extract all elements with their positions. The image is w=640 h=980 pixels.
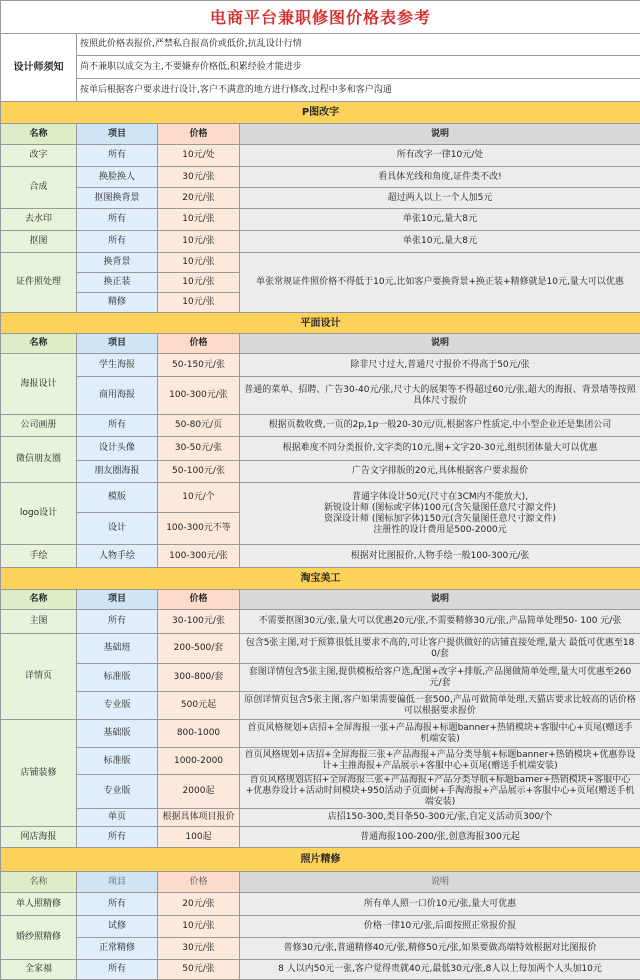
header-price: 价格 bbox=[158, 334, 240, 354]
table-row bbox=[1, 167, 640, 188]
row-desc: 首页风格规划+店招+全屏海报三张+产品海报+产品分类导航+标题banner+热销模块+优惠券设计+主推海报+产品展示+客服中心+页尾(赠送手机端安装) bbox=[240, 748, 640, 775]
table-row bbox=[1, 610, 640, 634]
notice-row bbox=[1, 34, 640, 56]
table-row bbox=[1, 188, 640, 209]
notice-line: 按照此价格表报价,严禁私自报高价或低价,抗乱设计行情 bbox=[77, 34, 640, 56]
header-project: 项目 bbox=[77, 872, 158, 893]
header-project: 项目 bbox=[77, 124, 158, 145]
row-name: 详情页 bbox=[1, 634, 77, 720]
row-name: 合成 bbox=[1, 167, 77, 209]
row-project: 标准版 bbox=[77, 748, 158, 775]
row-desc: 根据页数收费,一页的2p,1p一般20-30元/页,根据客户性质定,中小型企业还是集团公司 bbox=[240, 415, 640, 437]
page-title: 电商平台兼职修图价格表参考 bbox=[1, 1, 640, 34]
row-desc: 普修30元/张,普通精修40元/张,精修50元/张,如果要做高端特效根据对比图报价 bbox=[240, 938, 640, 960]
row-price: 根据具体项目报价 bbox=[158, 809, 240, 827]
row-desc: 所有改字一律10元/处 bbox=[240, 145, 640, 167]
row-project: 所有 bbox=[77, 415, 158, 437]
row-project: 换背景 bbox=[77, 253, 158, 273]
notice-label: 设计师须知 bbox=[1, 34, 77, 102]
row-desc: 根据难度不同分类报价,文字类的10元,图+文字20-30元,组织团体量大可以优惠 bbox=[240, 437, 640, 461]
row-name: 证件照处理 bbox=[1, 253, 77, 313]
row-project: 设计 bbox=[77, 513, 158, 545]
notice-row bbox=[1, 56, 640, 79]
row-project: 换脸换人 bbox=[77, 167, 158, 188]
row-price: 10元/处 bbox=[158, 145, 240, 167]
notice-row bbox=[1, 79, 640, 102]
row-price: 500元起 bbox=[158, 692, 240, 720]
header-project: 项目 bbox=[77, 334, 158, 354]
row-price: 100-300元不等 bbox=[158, 513, 240, 545]
row-desc: 广告文字排版的20元,具体根据客户要求报价 bbox=[240, 461, 640, 483]
row-name: 公司画册 bbox=[1, 415, 77, 437]
table-row bbox=[1, 545, 640, 568]
table-row bbox=[1, 938, 640, 960]
row-name: logo设计 bbox=[1, 483, 77, 545]
section-row bbox=[1, 568, 640, 590]
header-price: 价格 bbox=[158, 124, 240, 145]
section-row bbox=[1, 102, 640, 124]
row-price: 1000-2000 bbox=[158, 748, 240, 775]
row-project: 所有 bbox=[77, 610, 158, 634]
row-project: 所有 bbox=[77, 827, 158, 848]
row-price: 30元/张 bbox=[158, 938, 240, 960]
header-desc: 说明 bbox=[240, 334, 640, 354]
row-desc: 超过两人以上一个人加5元 bbox=[240, 188, 640, 209]
row-project: 所有 bbox=[77, 231, 158, 253]
row-desc: 普通的菜单、招聘、广告30-40元/张,尺寸大的展架等不得超过60元/张,超大的海报、背景墙等按照具体尺寸报价 bbox=[240, 377, 640, 415]
row-price: 2000起 bbox=[158, 775, 240, 809]
row-price: 100-300元/张 bbox=[158, 377, 240, 415]
row-project: 基础班 bbox=[77, 634, 158, 664]
row-project: 单页 bbox=[77, 809, 158, 827]
section-row bbox=[1, 848, 640, 872]
header-name: 名称 bbox=[1, 334, 77, 354]
row-project: 正常精修 bbox=[77, 938, 158, 960]
table-row bbox=[1, 634, 640, 664]
row-desc: 根据对比图报价,人物手绘一般100-300元/张 bbox=[240, 545, 640, 568]
header-price: 价格 bbox=[158, 872, 240, 893]
row-project: 标准版 bbox=[77, 664, 158, 692]
header-name: 名称 bbox=[1, 872, 77, 893]
section-title: 照片精修 bbox=[1, 848, 640, 872]
table-row bbox=[1, 916, 640, 938]
row-project: 商用海报 bbox=[77, 377, 158, 415]
header-desc: 说明 bbox=[240, 872, 640, 893]
row-name: 手绘 bbox=[1, 545, 77, 568]
row-desc: 首页风格规划店招+全屏海报三张+产品海报+产品分类导航+标题bamer+热销模块+客服中心+优惠券设计+活动时间模块+950活动子页面树+手淘海报+产品展示+客服中心+页尾(赠送手机端安装) bbox=[240, 775, 640, 809]
header-row bbox=[1, 334, 640, 354]
row-project: 基础版 bbox=[77, 720, 158, 748]
table-row bbox=[1, 209, 640, 231]
table-row bbox=[1, 664, 640, 692]
header-price: 价格 bbox=[158, 590, 240, 610]
row-price: 20元/张 bbox=[158, 893, 240, 916]
row-desc bbox=[240, 483, 640, 545]
row-price: 50-100元/张 bbox=[158, 461, 240, 483]
row-name: 海报设计 bbox=[1, 354, 77, 415]
row-desc: 单张10元,量大8元 bbox=[240, 209, 640, 231]
row-price: 10元/张 bbox=[158, 209, 240, 231]
table-row bbox=[1, 354, 640, 377]
row-project: 学生海报 bbox=[77, 354, 158, 377]
header-name: 名称 bbox=[1, 590, 77, 610]
table-row bbox=[1, 775, 640, 809]
row-name: 改字 bbox=[1, 145, 77, 167]
row-price: 10元/张 bbox=[158, 231, 240, 253]
table-row bbox=[1, 748, 640, 775]
row-price: 30-100元/张 bbox=[158, 610, 240, 634]
table-row bbox=[1, 960, 640, 980]
row-name: 店铺装修 bbox=[1, 720, 77, 827]
row-project: 人物手绘 bbox=[77, 545, 158, 568]
table-row bbox=[1, 145, 640, 167]
table-row bbox=[1, 809, 640, 827]
table-row bbox=[1, 415, 640, 437]
row-desc: 看具体光线和角度,证件类不改! bbox=[240, 167, 640, 188]
row-project: 专业版 bbox=[77, 692, 158, 720]
row-desc: 普通海报100-200/张,创意海报300元起 bbox=[240, 827, 640, 848]
row-name: 微信朋友圈 bbox=[1, 437, 77, 483]
row-desc: 套图详情包含5张主图,提供模板给客户选,配图+改字+排版,产品图做简单处理,量大可优惠至260元/套 bbox=[240, 664, 640, 692]
section-row bbox=[1, 313, 640, 334]
row-desc: 单张10元,量大8元 bbox=[240, 231, 640, 253]
row-desc: 所有单人照一口价10元/张,量大可优惠 bbox=[240, 893, 640, 916]
row-project: 所有 bbox=[77, 893, 158, 916]
row-price: 800-1000 bbox=[158, 720, 240, 748]
header-name: 名称 bbox=[1, 124, 77, 145]
table-row bbox=[1, 720, 640, 748]
section-title: 淘宝美工 bbox=[1, 568, 640, 590]
row-desc: 价格一律10元/张,后面按照正常报价报 bbox=[240, 916, 640, 938]
section-title: 平面设计 bbox=[1, 313, 640, 334]
row-name: 主图 bbox=[1, 610, 77, 634]
row-project: 专业版 bbox=[77, 775, 158, 809]
table-row bbox=[1, 483, 640, 513]
table-row bbox=[1, 692, 640, 720]
row-desc: 不需要抠图30元/张,量大可以优惠20元/张,不需要精修30元/张,产品简单处理50- 100 元/张 bbox=[240, 610, 640, 634]
logo-desc-line: 注册性的设计费用是500-2000元 bbox=[243, 525, 637, 536]
row-project: 换正装 bbox=[77, 273, 158, 293]
row-price: 100-300元/张 bbox=[158, 545, 240, 568]
row-price: 10元/张 bbox=[158, 293, 240, 313]
table-row bbox=[1, 231, 640, 253]
row-project: 所有 bbox=[77, 209, 158, 231]
row-name: 婚纱照精修 bbox=[1, 916, 77, 960]
row-project: 所有 bbox=[77, 145, 158, 167]
row-project: 试修 bbox=[77, 916, 158, 938]
row-desc: 首页风格规划+店招+全屏海报一张+产品海报+标题banner+热销模块+客服中心+页尾(赠送手机端安装) bbox=[240, 720, 640, 748]
logo-desc-line: 普通字体设计50元(尺寸在3CM内不能放大), bbox=[243, 492, 637, 503]
header-desc: 说明 bbox=[240, 590, 640, 610]
row-price: 50-80元/页 bbox=[158, 415, 240, 437]
row-project: 精修 bbox=[77, 293, 158, 313]
row-name: 全家福 bbox=[1, 960, 77, 980]
row-project: 抠图换背景 bbox=[77, 188, 158, 209]
row-price: 200-500/套 bbox=[158, 634, 240, 664]
row-desc: 店招150-300,类目条50-300元/张,自定义活动页300/个 bbox=[240, 809, 640, 827]
section-title: P图改字 bbox=[1, 102, 640, 124]
row-name: 单人照精修 bbox=[1, 893, 77, 916]
row-price: 30元/张 bbox=[158, 167, 240, 188]
table-row bbox=[1, 377, 640, 415]
row-price: 10元/个 bbox=[158, 483, 240, 513]
logo-desc-line: 新锐设计师 (图标或字体)100元(含矢量图任意尺寸源文件) bbox=[243, 503, 637, 514]
row-project: 所有 bbox=[77, 960, 158, 980]
row-price: 10元/张 bbox=[158, 273, 240, 293]
row-project: 设计头像 bbox=[77, 437, 158, 461]
table-row bbox=[1, 827, 640, 848]
row-desc: 单张常规证件照价格不得低于10元,比如客户要换背景+换正装+精修就是10元,量大可以优惠 bbox=[240, 253, 640, 313]
row-desc: 包含5张主图,对于预算很低且要求不高的,可让客户提供做好的店铺直接处理,量大 最低可优惠至180/套 bbox=[240, 634, 640, 664]
row-price: 100起 bbox=[158, 827, 240, 848]
notice-line: 按单后根据客户要求进行设计,客户不满意的地方进行修改,过程中多和客户沟通 bbox=[77, 79, 640, 102]
row-price: 10元/张 bbox=[158, 253, 240, 273]
row-price: 300-800/套 bbox=[158, 664, 240, 692]
row-name: 网店海报 bbox=[1, 827, 77, 848]
table-row bbox=[1, 461, 640, 483]
header-row bbox=[1, 872, 640, 893]
table-row bbox=[1, 437, 640, 461]
row-project: 模版 bbox=[77, 483, 158, 513]
row-price: 20元/张 bbox=[158, 188, 240, 209]
row-project: 朋友圈海报 bbox=[77, 461, 158, 483]
row-name: 去水印 bbox=[1, 209, 77, 231]
title-row bbox=[1, 1, 640, 34]
notice-line: 尚不兼职以成交为主,不要嫌弃价格低,积累经验才能进步 bbox=[77, 56, 640, 79]
row-price: 50-150元/张 bbox=[158, 354, 240, 377]
row-name: 抠图 bbox=[1, 231, 77, 253]
header-desc: 说明 bbox=[240, 124, 640, 145]
row-price: 50元/张 bbox=[158, 960, 240, 980]
row-price: 30-50元/张 bbox=[158, 437, 240, 461]
header-row bbox=[1, 590, 640, 610]
row-desc: 除非尺寸过大,普通尺寸报价不得高于50元/张 bbox=[240, 354, 640, 377]
header-row bbox=[1, 124, 640, 145]
row-price: 10元/张 bbox=[158, 916, 240, 938]
logo-desc-line: 资深设计师 (图标加字体)150元(含矢量图任意尺寸源文件) bbox=[243, 514, 637, 525]
header-project: 项目 bbox=[77, 590, 158, 610]
row-desc: 原创详情页包含5张主图,客户如果需要偏低一套500,产品可做简单处理,天猫店要求比较高的话价格可以根据要求报价 bbox=[240, 692, 640, 720]
table-row bbox=[1, 253, 640, 273]
table-row bbox=[1, 893, 640, 916]
row-desc: 8 人以内50元一张,客户觉得贵就40元,最低30元/张,8人以上每加两个人头加10元 bbox=[240, 960, 640, 980]
